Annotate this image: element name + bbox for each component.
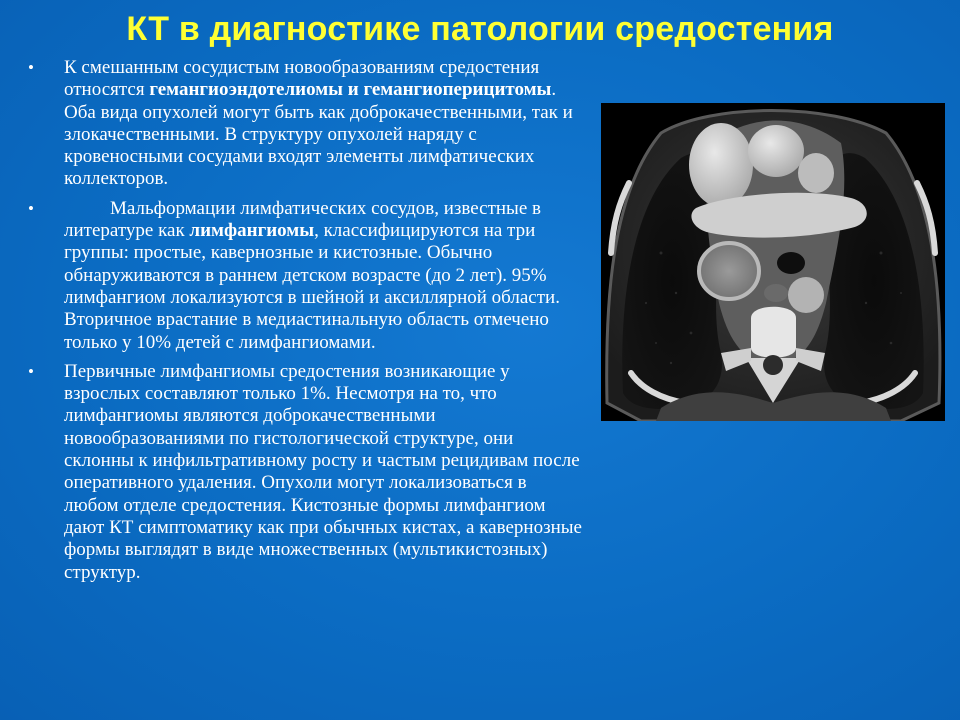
bullet-item — [24, 198, 584, 354]
ct-scan-image — [601, 103, 945, 421]
bullet-text: К смешанным сосудистым новообразованиям средостения относятся — [64, 57, 540, 101]
bullet-icon: • — [28, 198, 34, 218]
bullet-bold-text: лимфангиомы — [189, 220, 315, 242]
bullet-icon: • — [28, 361, 34, 381]
ct-scan-drawing — [601, 103, 945, 421]
bullet-text: . Оба вида опухолей могут быть как доброкачественными, так и злокачественными. В структуру опухолей наряду с кровеносными сосудами входят элементы лимфатических коллекторов. — [64, 79, 573, 190]
bullet-item — [24, 361, 584, 584]
bullet-bold-text: гемангиоэндотелиомы и гемангиоперицитомы — [149, 79, 552, 101]
bullet-icon: • — [28, 58, 34, 77]
bullet-text: Мальформации лимфатических сосудов, известные в литературе как — [64, 197, 541, 242]
slide-title: КТ в диагностике патологии средостения — [126, 10, 834, 48]
bullet-text: Первичные лимфангиомы средостения возникающие у взрослых составляют только 1%. Несмотря на то, что лимфангиомы являются доброкачественными новообразованиями по гистологической структуре, они склонны к инфильтративному росту и частым рецидивам после оперативного удаления. Опухоли могут локализоваться в любом отделе средостения. Кистозные формы лимфангиом дают КТ симптоматику как при обычных кистах, а кавернозные формы выглядят в виде множественных (мультикистозных) структур. — [64, 360, 582, 583]
bullet-list — [24, 57, 584, 591]
bullet-text: , классифицируются на три группы: простые, кавернозные и кистозные. Обычно обнаруживаются в раннем детском возрасте (до 2 лет). 95% лимфангиом локализуются в шейной и аксиллярной области. Вторичное врастание в медиастинальную область отмечено только у 10% детей с лимфангиомами. — [64, 220, 560, 353]
bullet-item — [24, 57, 584, 191]
